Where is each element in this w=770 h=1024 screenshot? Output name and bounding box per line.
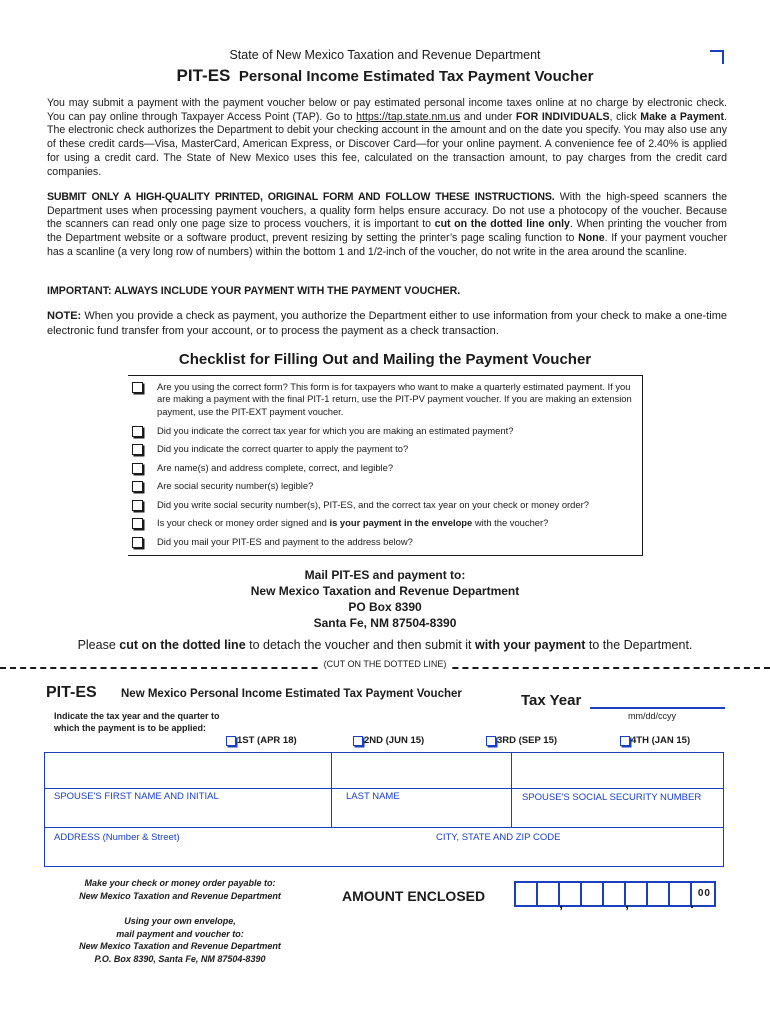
quarter-option-4[interactable]: [620, 735, 690, 746]
mail-line: PO Box 8390: [348, 600, 422, 614]
amount-digit-cell[interactable]: [582, 883, 604, 905]
intro-p1-text-c: , click: [609, 110, 641, 123]
cut-label-text: (CUT ON THE DOTTED LINE): [320, 659, 451, 669]
spouse-first-name-input[interactable]: [45, 753, 331, 788]
quarter-option-2[interactable]: [353, 735, 424, 746]
form-name: Personal Income Estimated Tax Payment Voucher: [238, 68, 594, 85]
checkbox[interactable]: [226, 736, 236, 746]
form-title: [0, 66, 770, 86]
checkbox[interactable]: [132, 425, 144, 437]
taxpayer-info-grid: [44, 752, 724, 867]
checkbox[interactable]: [620, 736, 630, 746]
amount-digit-cell[interactable]: [604, 883, 629, 911]
item7-text-a: Is your check or money order signed and: [157, 517, 330, 528]
note-paragraph: [47, 309, 727, 339]
cut-instr-bold2: with your payment: [474, 638, 586, 652]
cut-instr-b: to detach the voucher and then submit it: [245, 638, 475, 652]
item7-bold: is your payment in the envelope: [329, 517, 473, 528]
payable-line: Make your check or money order payable to:: [84, 878, 276, 888]
intro-p1-text-b: and under: [460, 110, 516, 123]
payable-line: New Mexico Taxation and Revenue Department: [79, 890, 281, 901]
intro-p1-bold1: FOR INDIVIDUALS: [515, 110, 610, 123]
checklist-item: [132, 462, 642, 474]
intro-p2-text-c: . If your payment voucher has a scanline (a very long row of numbers) within the bottom 1 and 1/2-inch of the voucher, do not write in the area around the scanline.: [47, 232, 727, 258]
quarter-option-3[interactable]: [486, 735, 557, 746]
intro-p1-text-d: . The electronic check authorizes the Department to debit your checking account in the amount and on the date you specify. You may also use any of these credit cards—Visa, MasterCard, American Express, or Discover Card—for your online payment. A convenience fee of 2.40% is applied for using a credit card. The State of New Mexico uses this fee, calculated on the transaction amount, to pay charges from the credit card companies.: [47, 110, 727, 178]
checklist-item-text: Are social security number(s) legible?: [157, 480, 314, 491]
checklist-item: [132, 425, 642, 437]
amount-digit-cell[interactable]: [560, 883, 582, 905]
checkbox[interactable]: [132, 517, 144, 529]
city-state-zip-input[interactable]: [426, 845, 723, 866]
intro-p2-bold3: None: [578, 232, 605, 245]
mail-line: New Mexico Taxation and Revenue Department: [250, 584, 520, 598]
intro-p2-bold: SUBMIT ONLY A HIGH-QUALITY PRINTED, ORIGINAL FORM AND FOLLOW THESE INSTRUCTIONS.: [47, 191, 555, 203]
quarter-label: 4TH (JAN 15): [631, 735, 691, 746]
intro-p2-text-b: . When printing the voucher from the Department website or a software product, prevent resizing by setting the printer’s page scaling function to: [47, 218, 727, 245]
mail-line: Santa Fe, NM 87504-8390: [313, 616, 457, 630]
date-format-hint: mm/dd/ccyy: [628, 711, 677, 721]
envelope-line: New Mexico Taxation and Revenue Department: [79, 941, 281, 951]
checklist-item: [132, 517, 642, 529]
amount-digit-cell[interactable]: [516, 883, 538, 905]
checklist-item: [132, 480, 642, 492]
last-name-label: LAST NAME: [346, 791, 400, 802]
checklist-item: [132, 499, 642, 511]
cut-instr-bold1: cut on the dotted line: [119, 638, 246, 652]
cut-instr-a: Please: [77, 638, 120, 652]
quarter-instructions: [54, 710, 220, 734]
intro-p2-text: With the high-speed scanners the Department uses when processing payment vouchers, a quality form helps ensure accuracy. Do not use a photocopy of the voucher. Because the scanners can read only one page size to process vouchers, it is important to: [47, 191, 728, 231]
checkbox[interactable]: [132, 381, 144, 393]
quarter-label: 1ST (APR 18): [237, 735, 297, 746]
checklist-title: Checklist for Filling Out and Mailing the Payment Voucher: [178, 351, 592, 368]
checklist-item-text: Did you write social security number(s), PIT-ES, and the correct tax year on your check or money order?: [157, 499, 589, 510]
checklist-item: [132, 443, 642, 455]
quarter-label: 2ND (JUN 15): [364, 735, 425, 746]
checklist-item: [132, 536, 642, 548]
quarter-option-1[interactable]: [226, 735, 297, 746]
intro-p1-text: You may submit a payment with the payment voucher below or pay estimated personal income taxes online at no charge by electronic check. You can pay online through Taxpayer Access Point (TAP). Go to: [47, 97, 727, 123]
envelope-line: Using your own envelope,: [124, 916, 236, 926]
checkbox[interactable]: [132, 480, 144, 492]
amount-digit-cell[interactable]: [670, 883, 694, 911]
spouse-ssn-input[interactable]: [512, 753, 723, 788]
payable-to-instructions: [60, 877, 300, 965]
quarter-label: 3RD (SEP 15): [497, 735, 558, 746]
voucher-title: New Mexico Personal Income Estimated Tax Payment Voucher: [121, 688, 462, 700]
intro-p1-bold2: Make a Payment: [640, 110, 725, 123]
grid-divider: [45, 827, 723, 828]
intro-paragraph-instructions: [47, 191, 727, 260]
intro-p2-bold2: cut on the dotted line only: [434, 218, 570, 231]
checklist-item-text: Did you indicate the correct tax year for which you are making an estimated payment?: [157, 425, 514, 436]
amount-digit-cell[interactable]: [626, 883, 648, 905]
envelope-line: mail payment and voucher to:: [116, 928, 244, 939]
cents-value: 00: [697, 888, 711, 899]
amount-digit-cell[interactable]: [538, 883, 563, 911]
checkbox[interactable]: [353, 736, 363, 746]
cut-instr-c: to the Department.: [585, 638, 693, 652]
cents-cell: [692, 883, 714, 905]
checklist-item-text: Did you mail your PIT-ES and payment to the address below?: [157, 536, 413, 547]
checkbox[interactable]: [132, 499, 144, 511]
cut-instructions: [0, 638, 770, 652]
amount-enclosed-input[interactable]: [514, 881, 716, 911]
tax-year-field[interactable]: [590, 707, 725, 709]
item7-text-b: with the voucher?: [472, 517, 549, 528]
amount-enclosed-label: AMOUNT ENCLOSED: [342, 888, 486, 904]
spouse-first-name-label: SPOUSE'S FIRST NAME AND INITIAL: [54, 791, 219, 802]
last-name-input[interactable]: [332, 753, 511, 788]
checkbox[interactable]: [486, 736, 496, 746]
tap-link[interactable]: https://tap.state.nm.us: [356, 110, 461, 123]
spouse-ssn-label: SPOUSE'S SOCIAL SECURITY NUMBER: [522, 792, 702, 803]
tax-year-label: Tax Year: [521, 692, 582, 709]
form-code: PIT-ES: [176, 66, 231, 85]
amount-digit-cell[interactable]: [648, 883, 670, 905]
address-label: ADDRESS (Number & Street): [54, 832, 180, 843]
indicate-line: which the payment is to be applied:: [54, 723, 207, 733]
checklist-item-text: Did you indicate the correct quarter to apply the payment to?: [157, 443, 409, 454]
decimal-point: .: [690, 895, 694, 911]
voucher-code: PIT-ES: [46, 684, 97, 701]
cut-label: [0, 659, 770, 669]
note-label: NOTE:: [47, 310, 82, 322]
indicate-line: Indicate the tax year and the quarter to: [54, 711, 220, 721]
checkbox[interactable]: [132, 443, 144, 455]
checkbox[interactable]: [132, 462, 144, 474]
important-notice: IMPORTANT: ALWAYS INCLUDE YOUR PAYMENT WITH THE PAYMENT VOUCHER.: [47, 285, 461, 297]
envelope-line: P.O. Box 8390, Santa Fe, NM 87504-8390: [94, 953, 266, 964]
thousands-separator: ,: [559, 895, 563, 911]
agency-name: State of New Mexico Taxation and Revenue Department: [229, 48, 541, 62]
mail-line: Mail PIT-ES and payment to:: [304, 568, 466, 582]
checklist-item-text: Are you using the correct form? This form is for taxpayers who want to make a quarterly estimated payment. If you are making a payment with the final PIT-1 return, use the PIT-PV payment voucher. If you are making an extension payment, use the PIT-EXT payment voucher.: [157, 381, 632, 417]
thousands-separator: ,: [625, 895, 629, 911]
address-input[interactable]: [45, 845, 425, 866]
note-text: When you provide a check as payment, you authorize the Department either to use information from your check to make a one-time electronic fund transfer from your account, or to process the payment as a check transaction.: [47, 310, 727, 337]
intro-paragraph-online: [47, 97, 727, 179]
checklist-item: [132, 381, 635, 418]
checklist-item-text: Are name(s) and address complete, correct, and legible?: [157, 462, 394, 473]
mailing-address: [0, 567, 770, 631]
checkbox[interactable]: [132, 536, 144, 548]
checklist-item-text: [157, 517, 548, 529]
grid-divider: [45, 788, 723, 789]
city-state-zip-label: CITY, STATE AND ZIP CODE: [436, 832, 561, 843]
